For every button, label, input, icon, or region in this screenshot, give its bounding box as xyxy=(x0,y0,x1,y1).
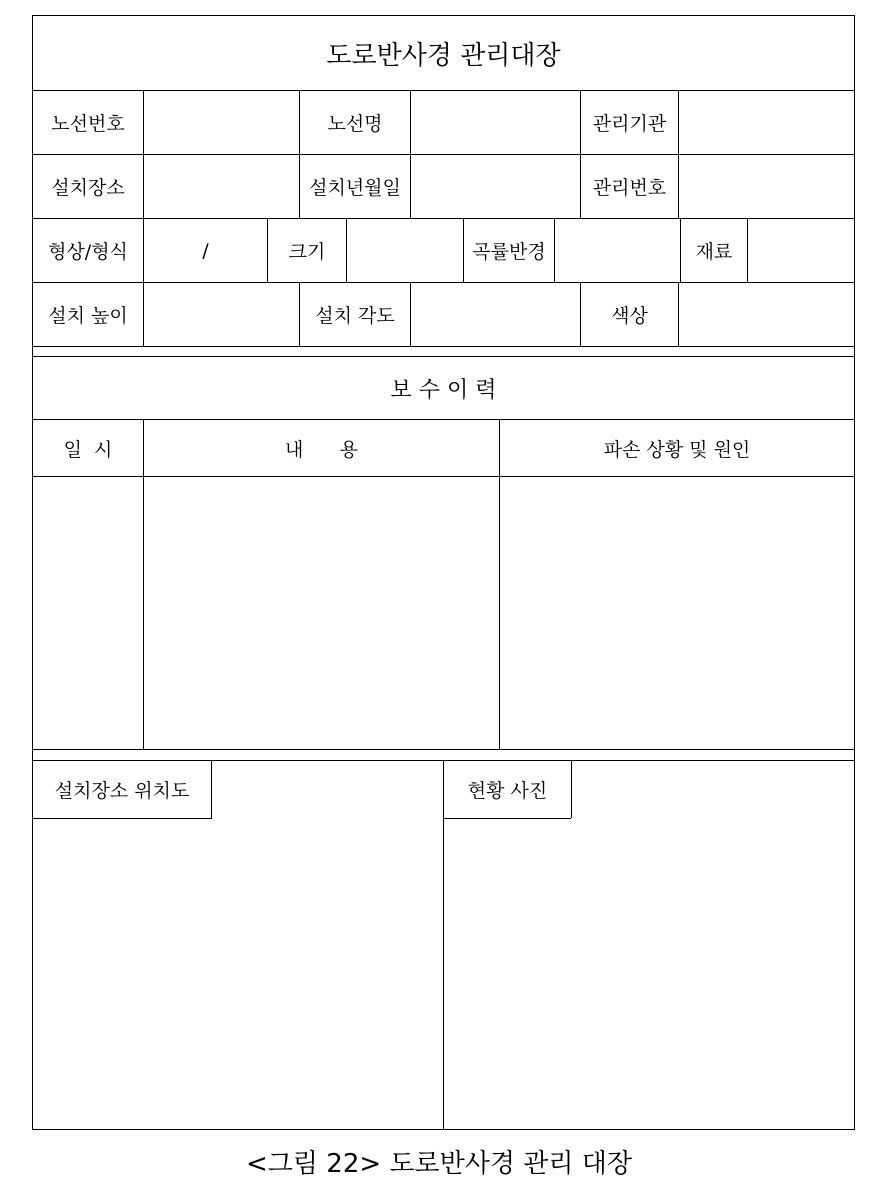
rule xyxy=(32,1129,855,1130)
label-agency: 관리기관 xyxy=(592,113,667,135)
agency-field[interactable] xyxy=(679,91,854,154)
history-date-cell[interactable] xyxy=(33,477,143,749)
curve-radius-field[interactable] xyxy=(555,219,680,282)
label-mgmt-number: 관리번호 xyxy=(592,177,667,199)
label-curve-radius: 곡률반경 xyxy=(472,241,546,263)
location-map-label: 설치장소 위치도 xyxy=(54,780,190,802)
route-name-field[interactable] xyxy=(411,91,580,154)
rule xyxy=(211,760,212,818)
angle-field[interactable] xyxy=(411,283,580,346)
rule xyxy=(32,749,855,750)
photo-area[interactable] xyxy=(444,819,854,1129)
install-date-field[interactable] xyxy=(411,155,580,218)
location-map-area[interactable] xyxy=(33,819,443,1129)
figure-caption: <그림 22> 도로반사경 관리 대장 xyxy=(246,1148,632,1179)
history-col-damage: 파손 상황 및 원인 xyxy=(603,438,751,461)
mgmt-number-field[interactable] xyxy=(679,155,854,218)
route-number-field[interactable] xyxy=(144,91,299,154)
label-route-number: 노선번호 xyxy=(51,113,125,135)
color-field[interactable] xyxy=(679,283,854,346)
label-install-date: 설치년월일 xyxy=(309,177,401,199)
photo-label: 현황 사진 xyxy=(467,780,548,802)
size-field[interactable] xyxy=(347,219,463,282)
history-col-date: 일 시 xyxy=(63,438,113,461)
location-field[interactable] xyxy=(144,155,299,218)
shape-type-field[interactable]: / xyxy=(202,239,209,262)
history-damage-cell[interactable] xyxy=(500,477,854,749)
rule xyxy=(32,346,855,347)
label-color: 색상 xyxy=(611,305,648,327)
history-title: 보 수 이 력 xyxy=(390,377,497,403)
label-size: 크기 xyxy=(288,241,326,263)
rule xyxy=(571,760,572,818)
label-angle: 설치 각도 xyxy=(315,305,395,327)
label-height: 설치 높이 xyxy=(48,305,128,327)
label-shape-type: 형상/형식 xyxy=(48,241,128,263)
rule xyxy=(854,15,855,1130)
history-col-content: 내 용 xyxy=(285,438,358,461)
label-route-name: 노선명 xyxy=(327,113,383,135)
form-title: 도로반사경 관리대장 xyxy=(326,40,561,71)
height-field[interactable] xyxy=(144,283,299,346)
label-material: 재료 xyxy=(695,241,733,263)
material-field[interactable] xyxy=(748,219,854,282)
history-content-cell[interactable] xyxy=(144,477,499,749)
label-location: 설치장소 xyxy=(51,177,125,199)
